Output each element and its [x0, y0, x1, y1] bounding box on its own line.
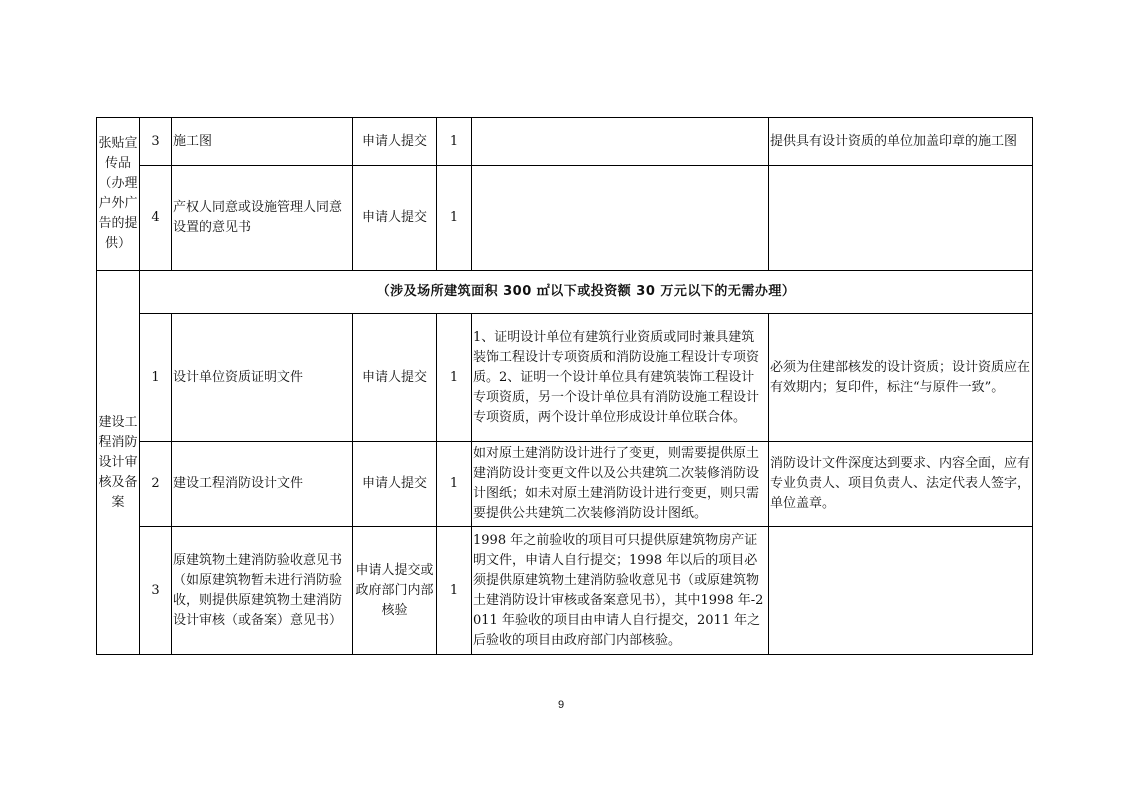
row-number: 4 [140, 166, 172, 271]
material-requirement [769, 527, 1033, 655]
material-name: 建设工程消防设计文件 [172, 442, 353, 527]
copy-count: 1 [437, 118, 472, 166]
submit-method: 申请人提交 [353, 118, 437, 166]
material-name: 原建筑物土建消防验收意见书（如原建筑物暂未进行消防验收，则提供原建筑物土建消防设计审核（或备案）意见书） [172, 527, 353, 655]
copy-count: 1 [437, 166, 472, 271]
copy-count: 1 [437, 442, 472, 527]
table-row [97, 442, 1033, 527]
row-number: 3 [140, 527, 172, 655]
submit-method: 申请人提交 [353, 166, 437, 271]
material-description [472, 166, 769, 271]
category-cell: 建设工程消防设计审核及备案 [97, 271, 140, 655]
table-row [97, 527, 1033, 655]
material-description: 1、证明设计单位有建筑行业资质或同时兼具建筑装饰工程设计专项资质和消防设施工程设计专项资质。2、证明一个设计单位具有建筑装饰工程设计专项资质，另一个设计单位具有消防设施工程设计专项资质，两个设计单位形成设计单位联合体。 [472, 314, 769, 442]
section-note: （涉及场所建筑面积 300 ㎡以下或投资额 30 万元以下的无需办理） [140, 271, 1033, 314]
material-name: 施工图 [172, 118, 353, 166]
table-row [97, 166, 1033, 271]
material-requirement [769, 166, 1033, 271]
submit-method: 申请人提交 [353, 442, 437, 527]
row-number: 1 [140, 314, 172, 442]
category-cell: 张贴宣传品（办理户外广告的提供） [97, 118, 140, 271]
material-requirement: 提供具有设计资质的单位加盖印章的施工图 [769, 118, 1033, 166]
copy-count: 1 [437, 527, 472, 655]
material-name: 产权人同意或设施管理人同意设置的意见书 [172, 166, 353, 271]
material-name: 设计单位资质证明文件 [172, 314, 353, 442]
table-row [97, 118, 1033, 166]
material-requirement: 必须为住建部核发的设计资质；设计资质应在有效期内；复印件，标注“与原件一致”。 [769, 314, 1033, 442]
copy-count: 1 [437, 314, 472, 442]
submit-method: 申请人提交 [353, 314, 437, 442]
submit-method: 申请人提交或政府部门内部核验 [353, 527, 437, 655]
materials-table [96, 117, 1033, 655]
table-row [97, 314, 1033, 442]
material-description [472, 118, 769, 166]
row-number: 2 [140, 442, 172, 527]
row-number: 3 [140, 118, 172, 166]
page-number: 9 [557, 699, 565, 711]
material-description: 1998 年之前验收的项目可只提供原建筑物房产证明文件，申请人自行提交；1998 年以后的项目必须提供原建筑物土建消防验收意见书（或原建筑物土建消防设计审核或备案意见书），其中1998 年-2011 年验收的项目由申请人自行提交，2011 年之后验收的项目由政府部门内部核验。 [472, 527, 769, 655]
table-row [97, 271, 1033, 314]
material-description: 如对原土建消防设计进行了变更，则需要提供原土建消防设计变更文件以及公共建筑二次装修消防设计图纸；如未对原土建消防设计进行变更，则只需要提供公共建筑二次装修消防设计图纸。 [472, 442, 769, 527]
material-requirement: 消防设计文件深度达到要求、内容全面，应有专业负责人、项目负责人、法定代表人签字，单位盖章。 [769, 442, 1033, 527]
